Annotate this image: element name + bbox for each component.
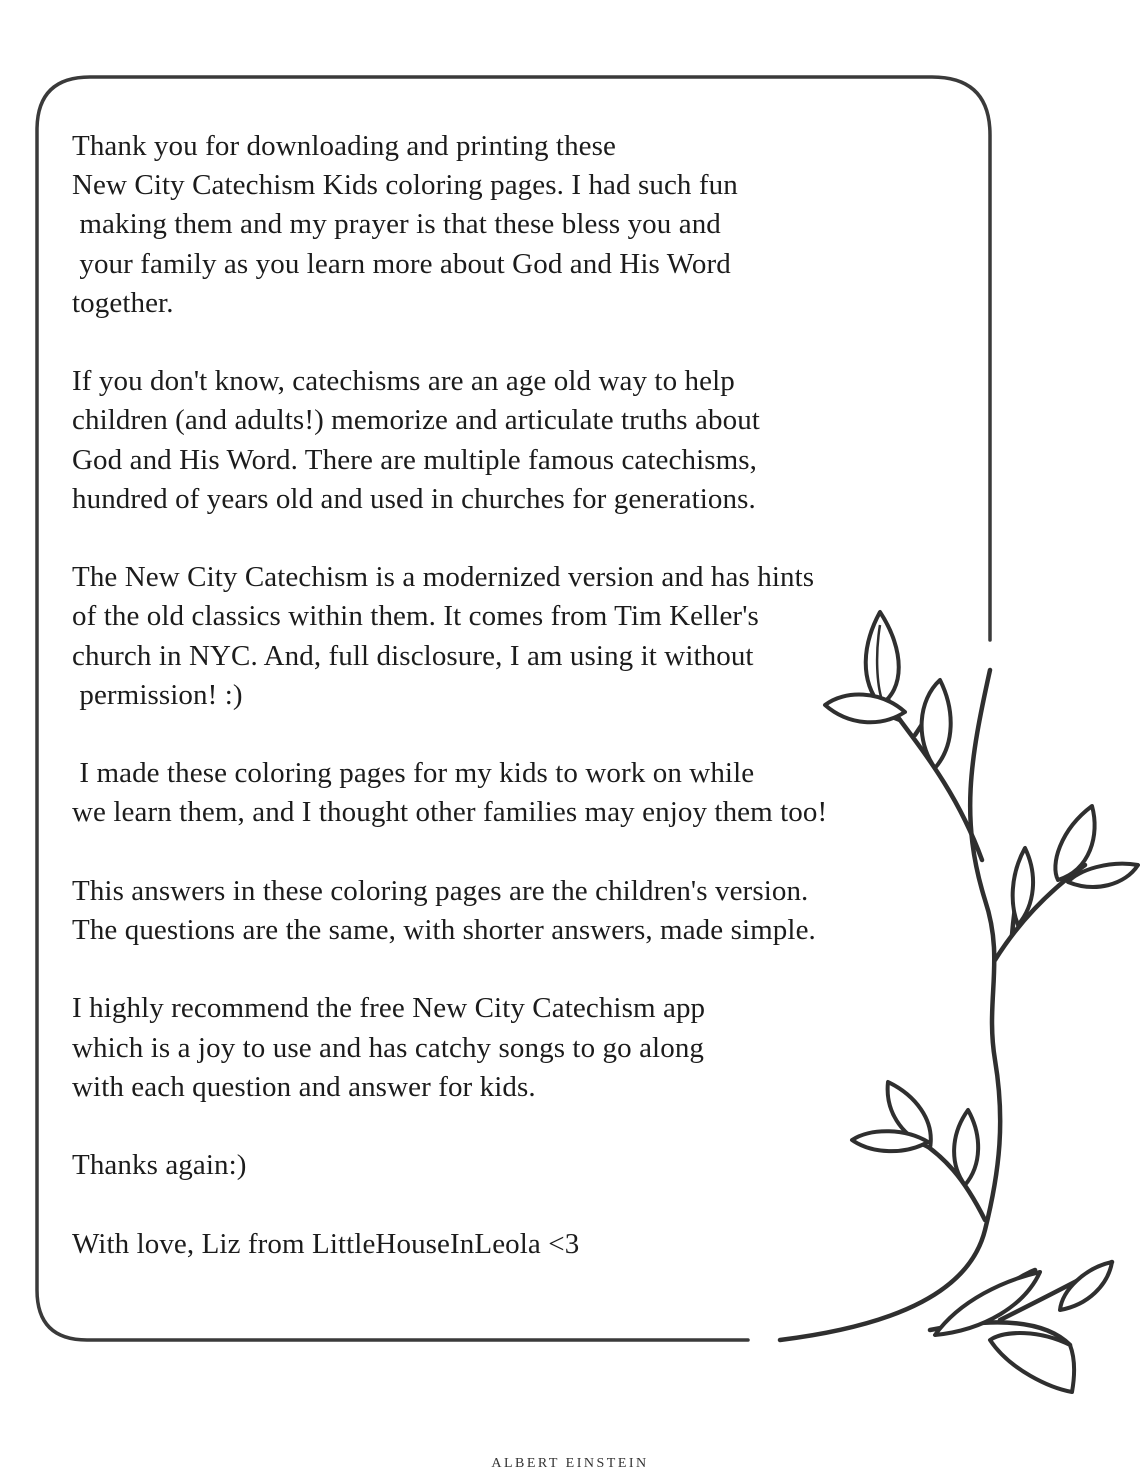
letter-line: I made these coloring pages for my kids to work on while xyxy=(72,757,755,790)
letter-paragraph xyxy=(72,558,932,715)
letter-body xyxy=(72,127,932,1264)
letter-line: With love, Liz from LittleHouseInLeola <3 xyxy=(72,1227,580,1260)
letter-line: This answers in these coloring pages are the children's version. xyxy=(72,874,809,907)
letter-paragraph xyxy=(72,872,932,950)
letter-paragraph xyxy=(72,1146,932,1185)
letter-line: New City Catechism Kids coloring pages. I had such fun xyxy=(72,169,738,202)
letter-line: hundred of years old and used in churches for generations. xyxy=(72,482,756,515)
letter-paragraph xyxy=(72,1225,932,1264)
letter-line: your family as you learn more about God and His Word xyxy=(72,247,731,280)
footer-caption: ALBERT EINSTEIN xyxy=(491,1456,649,1471)
letter-paragraph xyxy=(72,989,932,1107)
letter-line: permission! :) xyxy=(72,678,243,711)
letter-line: God and His Word. There are multiple famous catechisms, xyxy=(72,443,758,476)
letter-line: of the old classics within them. It comes from Tim Keller's xyxy=(72,600,759,633)
letter-line: church in NYC. And, full disclosure, I am using it without xyxy=(72,639,754,672)
letter-line: which is a joy to use and has catchy songs to go along xyxy=(72,1031,705,1064)
letter-line: The questions are the same, with shorter answers, made simple. xyxy=(72,914,816,946)
letter-line: with each question and answer for kids. xyxy=(72,1070,536,1103)
letter-paragraph xyxy=(72,127,932,323)
letter-line: If you don't know, catechisms are an age old way to help xyxy=(72,365,735,398)
letter-line: Thank you for downloading and printing these xyxy=(72,130,617,162)
letter-paragraph xyxy=(72,362,932,519)
letter-paragraph xyxy=(72,754,932,832)
letter-line: making them and my prayer is that these bless you and xyxy=(72,208,721,241)
letter-line: Thanks again:) xyxy=(72,1149,247,1182)
letter-line: together. xyxy=(72,286,174,319)
letter-line: The New City Catechism is a modernized version and has hints xyxy=(72,561,815,594)
letter-line: we learn them, and I thought other families may enjoy them too! xyxy=(72,796,828,829)
letter-line: I highly recommend the free New City Catechism app xyxy=(72,992,706,1025)
letter-line: children (and adults!) memorize and articulate truths about xyxy=(72,404,760,437)
